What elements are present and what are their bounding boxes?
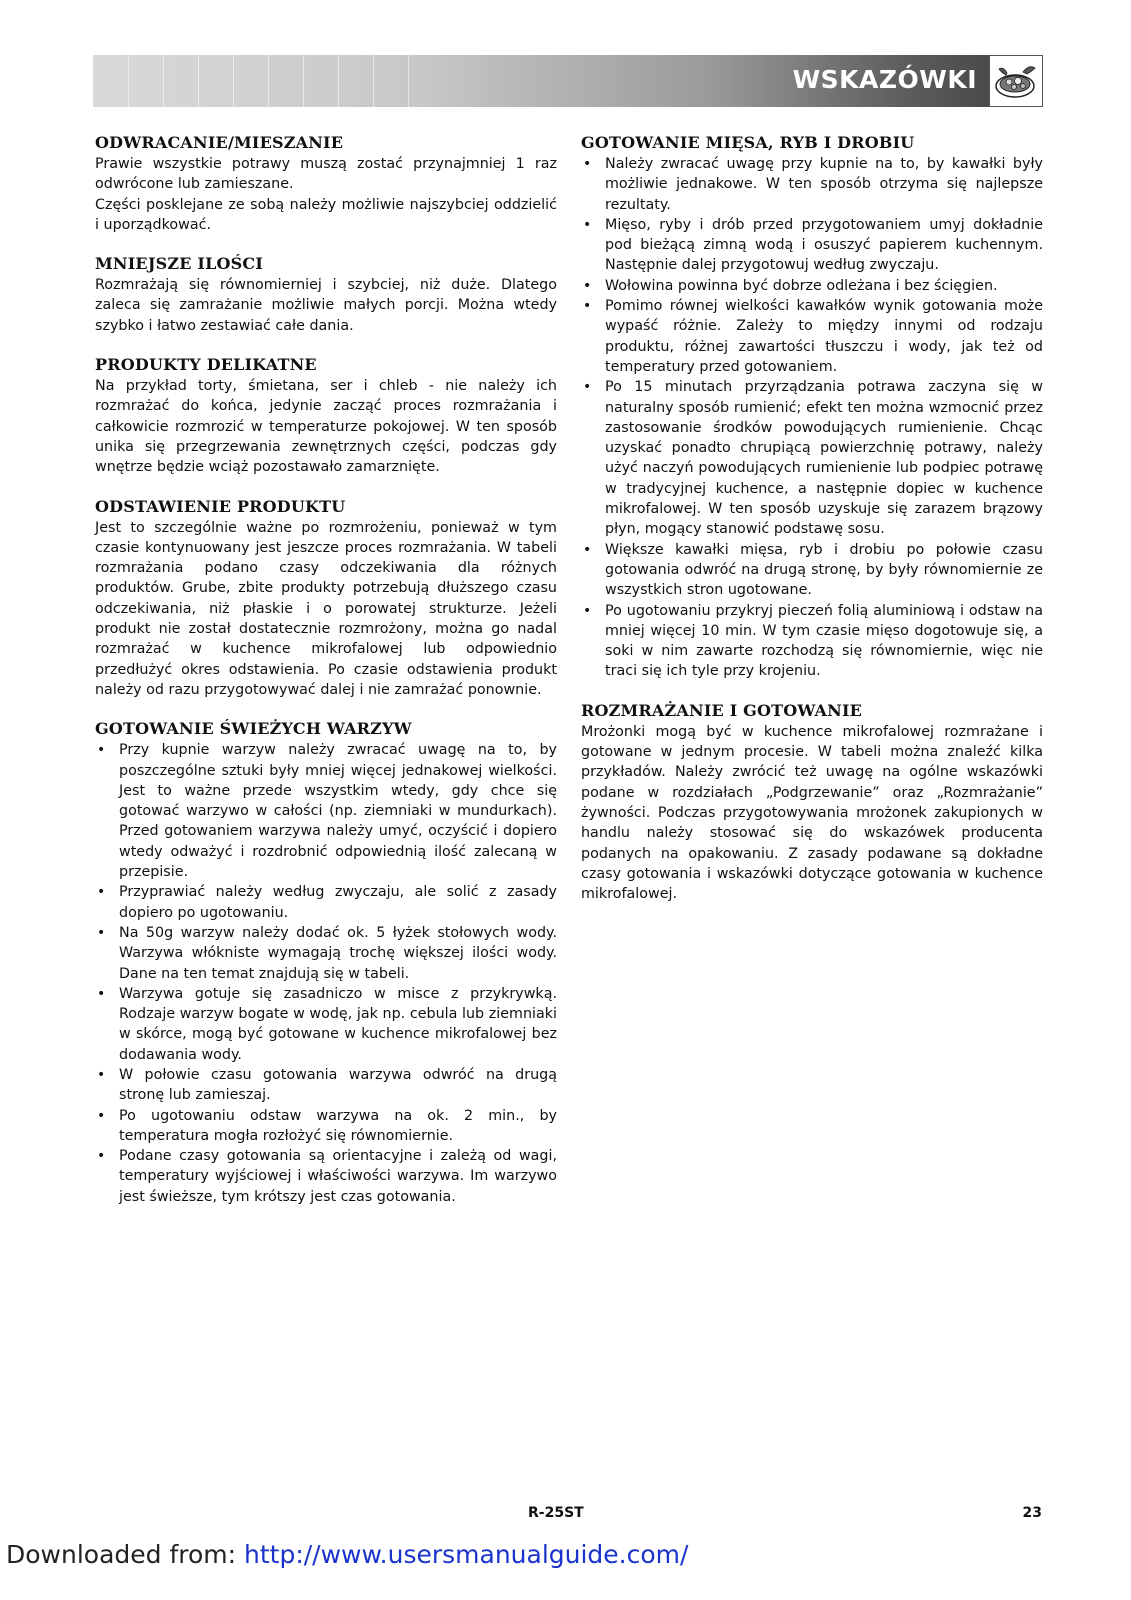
section-paragraph: Na przykład torty, śmietana, ser i chleb - nie należy ich rozmrażać do końca, jedynie zacząć proces rozmrażania i całkowicie rozmrozić w temperaturze pokojowej. W ten sposób unika się przegrzewania zewnętrznych części, podczas gdy wnętrze będzie wciąż pozostawało zamarznięte.	[95, 378, 557, 476]
section-heading: PRODUKTY DELIKATNE	[95, 355, 317, 375]
section-gotowanie-warzyw	[95, 718, 557, 1207]
section-gotowanie-miesa	[581, 132, 1043, 682]
download-notice	[6, 1540, 688, 1569]
list-item: • Przyprawiać należy według zwyczaju, ale solić z zasady dopiero po ugotowaniu.	[95, 882, 557, 923]
header-bar	[93, 55, 1043, 107]
cooking-dish-icon	[989, 55, 1043, 107]
list-item: • Po 15 minutach przyrządzania potrawa zaczyna się w naturalny sposób rumienić; efekt ten można wzmocnić przez zastosowanie środków powodujących rumienienie. Chcąc uzyskać ponadto chrupiącą powierzchnię potrawy, należy użyć naczyń powodujących rumienienie lub podpiec potrawę w tradycyjnej kuchence, a następnie dopiec w kuchence mikrofalowej. W ten sposób uzyskuje się zarazem brązowy płyn, mogący stanowić podstawę sosu.	[581, 377, 1043, 539]
bullet-list	[581, 154, 1043, 682]
list-item: • W połowie czasu gotowania warzywa odwróć na drugą stronę lub zamieszaj.	[95, 1065, 557, 1106]
section-heading: ROZMRAŻANIE I GOTOWANIE	[581, 700, 863, 720]
list-item: • Większe kawałki mięsa, ryb i drobiu po połowie czasu gotowania odwróć na drugą stronę, by były równomiernie ze wszystkich stron ugotowane.	[581, 540, 1043, 601]
footer-model: R-25ST	[528, 1505, 584, 1521]
list-item: • Po ugotowaniu przykryj pieczeń folią aluminiową i odstaw na mniej więcej 10 min. W tym czasie mięso dogotowuje się, a soki w nim zawarte rozchodzą się równomiernie, więc nie traci się ich tyle przy krojeniu.	[581, 601, 1043, 682]
list-item: • Przy kupnie warzyw należy zwracać uwagę na to, by poszczególne sztuki były mniej więcej jednakowej wielkości. Jest to ważne przede wszystkim wtedy, gdy chce się gotować warzywo w całości (np. ziemniaki w mundurkach). Przed gotowaniem warzywa należy umyć, oczyścić i dopiero wtedy odważyć i rozdrobnić odpowiednią ilość zalecaną w przepisie.	[95, 740, 557, 882]
section-heading: MNIEJSZE ILOŚCI	[95, 254, 264, 274]
list-item: • Należy zwracać uwagę przy kupnie na to, by kawałki były możliwie jednakowe. W ten sposób otrzyma się najlepsze rezultaty.	[581, 154, 1043, 215]
bullet-list	[95, 740, 557, 1207]
section-mniejsze-ilosci	[95, 253, 557, 336]
section-heading: GOTOWANIE MIĘSA, RYB I DROBIU	[581, 133, 915, 152]
section-paragraph: Mrożonki mogą być w kuchence mikrofalowej rozmrażane i gotowane w jednym procesie. W tabeli można znaleźć kilka przykładów. Należy zwrócić też uwagę na ogólne wskazówki podane w rozdziałach „Podgrzewanie” oraz „Rozmrażanie” żywności. Podczas przygotowywania mrożonek zakupionych w handlu należy stosować się do wskazówek producenta podanych na opakowaniu. Z zasady podawane są dokładne czasy gotowania i wskazówki dotyczące gotowania w kuchence mikrofalowej.	[581, 723, 1043, 903]
list-item: • Podane czasy gotowania są orientacyjne i zależą od wagi, temperatury wyjściowej i właściwości warzywa. Im warzywo jest świeższe, tym krótszy jest czas gotowania.	[95, 1146, 557, 1207]
section-odstawienie-produktu	[95, 496, 557, 701]
list-item: • Po ugotowaniu odstaw warzywa na ok. 2 min., by temperatura mogła rozłożyć się równomiernie.	[95, 1106, 557, 1147]
section-paragraph: Jest to szczególnie ważne po rozmrożeniu, ponieważ w tym czasie kontynuowany jest jeszcze proces rozmrażania. W tabeli rozmrażania podano czasy odczekiwania dla różnych produktów. Grube, zbite produkty potrzebują dłuższego czasu odczekiwania, niż płaskie i o porowatej strukturze. Jeżeli produkt nie został dostatecznie rozmrożony, można go nadal rozmrażać w kuchence mikrofalowej lub odpowiednio przedłużyć okres odstawienia. Po czasie odstawienia produkt należy od razu przygotowywać dalej i nie zamrażać ponownie.	[95, 519, 557, 698]
section-rozmrazanie-gotowanie	[581, 700, 1043, 905]
section-produkty-delikatne	[95, 354, 557, 477]
section-heading: GOTOWANIE ŚWIEŻYCH WARZYW	[95, 719, 412, 739]
list-item: • Warzywa gotuje się zasadniczo w misce z przykrywką. Rodzaje warzyw bogate w wodę, jak np. cebula lub ziemniaki w skórce, mogą być gotowane w kuchence mikrofalowej bez dodawania wody.	[95, 984, 557, 1065]
list-item: • Na 50g warzyw należy dodać ok. 5 łyżek stołowych wody. Warzywa włókniste wymagają trochę większej ilości wody. Dane na ten temat znajdują się w tabeli.	[95, 923, 557, 984]
page-number: 23	[1022, 1505, 1042, 1521]
left-column	[95, 132, 557, 1225]
list-item: • Mięso, ryby i drób przed przygotowaniem umyj dokładnie pod bieżącą zimną wodą i osuszyć papierem kuchennym. Następnie dalej przygotowuj według zwyczaju.	[581, 215, 1043, 276]
download-link[interactable]: http://www.usersmanualguide.com/	[244, 1540, 689, 1569]
section-paragraph: Rozmrażają się równomierniej i szybciej, niż duże. Dlatego zaleca się zamrażanie możliwie małych porcji. Można wtedy szybko i łatwo zestawiać całe dania.	[95, 277, 557, 334]
list-item: • Wołowina powinna być dobrze odleżana i bez ścięgien.	[581, 276, 1043, 296]
section-paragraph: Części posklejane ze sobą należy możliwie najszybciej oddzielić i uporządkować.	[95, 196, 557, 233]
section-heading: ODWRACANIE/MIESZANIE	[95, 133, 344, 152]
section-heading: ODSTAWIENIE PRODUKTU	[95, 496, 346, 516]
right-column	[581, 132, 1043, 922]
page-title: WSKAZÓWKI	[792, 65, 977, 94]
list-item: • Pomimo równej wielkości kawałków wynik gotowania może wypaść różnie. Zależy to między innymi od rodzaju produktu, różnej zawartości tłuszczu i wody, jak też od temperatury przed gotowaniem.	[581, 296, 1043, 377]
section-odwracanie	[95, 132, 557, 235]
section-paragraph: Prawie wszystkie potrawy muszą zostać przynajmniej 1 raz odwrócone lub zamieszane.	[95, 156, 557, 193]
download-prefix: Downloaded from:	[6, 1540, 245, 1569]
